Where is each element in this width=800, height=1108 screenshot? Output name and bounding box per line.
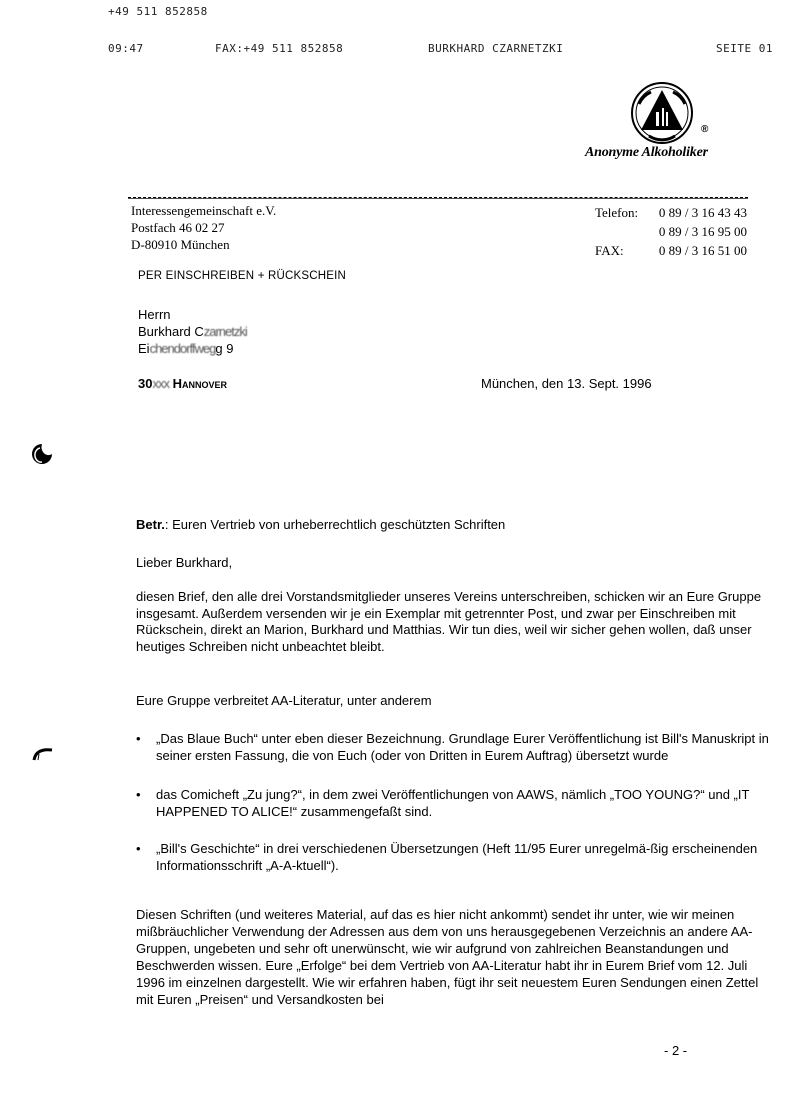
recipient-city-line (138, 376, 227, 391)
fax-top-number: +49 511 852858 (108, 5, 208, 18)
aa-triangle-circle-logo-icon (629, 82, 695, 144)
registered-mark: ® (701, 124, 709, 135)
contact-value: 0 89 / 3 16 43 43 (658, 205, 747, 220)
contact-value: 0 89 / 3 16 95 00 (658, 224, 747, 239)
list-intro: Eure Gruppe verbreitet AA-Literatur, unter anderem (136, 693, 432, 708)
recipient-name-visible: Burkhard C (138, 324, 204, 339)
sender-address (131, 202, 276, 253)
list-item: • das Comicheft „Zu jung?“, in dem zwei Veröffentlichungen von AAWS, nämlich „TOO YOUNG?“ und „IT HAPPENED TO ALICE!“ zusammengefaßt sind. (136, 787, 776, 820)
recipient-street (138, 340, 247, 357)
recipient-name (138, 323, 247, 340)
fax-number: FAX:+49 511 852858 (215, 42, 344, 55)
subject-label: Betr. (136, 517, 165, 532)
contact-label: FAX: (595, 243, 624, 258)
delivery-mode: PER EINSCHREIBEN + RÜCKSCHEIN (138, 270, 347, 282)
contact-row-phone-1 (595, 203, 747, 222)
recipient-salutation: Herrn (138, 307, 171, 322)
contact-value: 0 89 / 3 16 51 00 (658, 243, 747, 258)
literature-list (136, 731, 776, 890)
paragraph-distribution: Diesen Schriften (und weiteres Material, auf das es hier nicht ankommt) sendet ihr unter, wie wir meinen mißbräuchlicher Verwendung der Adressen aus dem von uns herausgegebenen Verzeichnis an andere AA-Gruppen, ungebeten und sehr oft unerwünscht, wie wir aufgrund von zahlreichen Beanstandungen und Beschwerden wissen. Eure „Erfolge“ bei dem Vertrieb von AA-Literatur habt ihr in Eurem Brief vom 12. Juli 1996 im einzelnen dargestellt. Wie wir erfahren haben, fügt ihr seit neuestem Euren Sendungen einen Zettel mit Euren „Preisen“ und Versandkosten bei (136, 907, 759, 1007)
recipient-address (138, 306, 247, 357)
street-prefix: Ei (138, 341, 150, 356)
redacted-text: zarnetzki (203, 324, 247, 339)
contact-numbers (595, 203, 747, 260)
logo-wordmark: Anonyme Alkoholiker (585, 145, 708, 160)
hole-punch-mark-icon (30, 442, 54, 466)
contact-label: Telefon: (595, 205, 639, 220)
subject-line (136, 517, 776, 534)
hole-punch-mark-icon (32, 744, 56, 762)
org-name: Interessengemeinschaft e.V. (131, 203, 277, 218)
salutation: Lieber Burkhard, (136, 555, 233, 570)
zip-prefix: 30 (138, 376, 153, 391)
org-city: D-80910 München (131, 237, 230, 252)
redacted-text: chendorffweg (149, 341, 216, 356)
fax-page-indicator: SEITE 01 (716, 42, 773, 55)
letterhead-divider-solid (128, 198, 748, 199)
org-postbox: Postfach 46 02 27 (131, 220, 225, 235)
letter-date: München, den 13. Sept. 1996 (481, 376, 652, 391)
contact-row-phone-2 (595, 222, 747, 241)
contact-label (595, 222, 643, 241)
fax-sender: BURKHARD CZARNETZKI (428, 42, 564, 55)
redacted-text: xxx (152, 376, 169, 391)
recipient-city: Hannover (172, 376, 227, 391)
list-item: • „Das Blaue Buch“ unter eben dieser Bezeichnung. Grundlage Eurer Veröffentlichung ist Bill's Manuskript in seiner ersten Fassung, die von Euch (oder von Dritten in Eurem Auftrag) übersetzt wurde (136, 731, 776, 764)
organization-logo (585, 82, 755, 172)
fax-time: 09:47 (108, 42, 144, 55)
subject-text: : Euren Vertrieb von urheberrechtlich geschützten Schriften (164, 517, 506, 532)
page-number: - 2 - (664, 1043, 688, 1058)
list-item: • „Bill's Geschichte“ in drei verschiedenen Übersetzungen (Heft 11/95 Eurer unregelmä-ßig erscheinenden Informationsschrift „A-A-ktuell“). (136, 841, 776, 874)
paragraph-intro: diesen Brief, den alle drei Vorstandsmitglieder unseres Vereins unterschreiben, schicken wir an Eure Gruppe insgesamt. Außerdem versenden wir je ein Exemplar mit getrennter Post, und zwar per Einschreiben mit Rückschein, direkt an Marion, Burkhard und Matthias. Wir tun dies, weil wir sicher gehen wollen, daß unser heutiges Schreiben nicht unbeachtet bleibt. (136, 589, 762, 654)
street-suffix: g 9 (215, 341, 234, 356)
contact-row-fax (595, 241, 747, 260)
